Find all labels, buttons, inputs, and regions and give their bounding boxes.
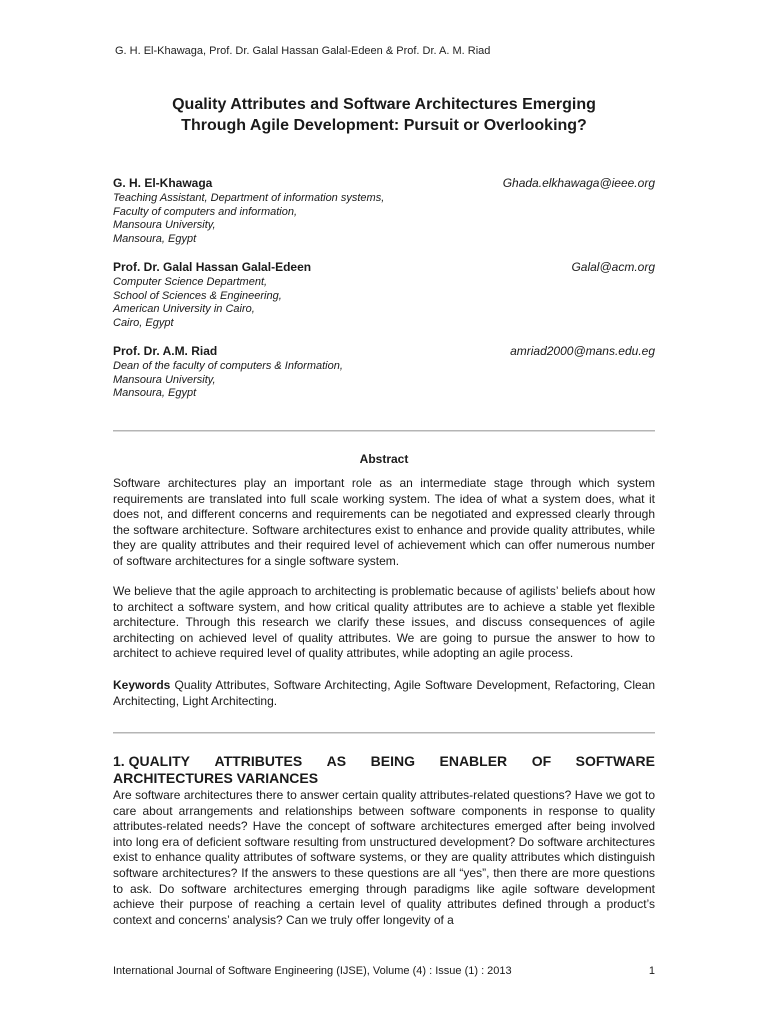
abstract-paragraph: Software architectures play an important role as an intermediate stage through which system requirements are translated into full scale working system. The idea of what a system does, what it does not, and different concerns and requirements can be negotiated and expressed clearly through the software architecture. Software architectures exist to enhance and provide quality attributes, while they are quality attributes and their required level of achievement which can offer numerous number of software architectures for a single software system. [113,476,655,568]
author-affiliation [113,360,655,401]
divider [113,430,655,432]
journal-citation: International Journal of Software Engineering (IJSE), Volume (4) : Issue (1) : 2013 [113,965,512,977]
running-header: G. H. El-Khawaga, Prof. Dr. Galal Hassan Galal-Edeen & Prof. Dr. A. M. Riad [115,45,491,57]
author-email: Galal@acm.org [571,260,655,274]
keywords-label: Keywords [113,678,171,692]
heading-word: OF [531,753,552,769]
author-block [113,176,655,246]
keywords [113,678,655,709]
page-number: 1 [648,965,655,977]
abstract-paragraph: We believe that the agile approach to architecting is problematic because of agilists’ beliefs about how to architect a software system, and how critical quality attributes are to achieve a stable yet flexible architecture. Through this research we clarify these issues, and discuss consequences of agile architecting on achieved level of quality attributes. We are going to pursue the answer to how to architect to achieve required level of quality attributes, while adopting an agile process. [113,584,655,661]
affiliation-line: Computer Science Department, [113,276,268,288]
section-heading-line-1 [113,753,655,770]
affiliation-line: Mansoura University, [113,373,216,386]
abstract-heading: Abstract [359,452,409,466]
page-footer [113,965,655,977]
author-name: Prof. Dr. Galal Hassan Galal-Edeen [113,260,312,274]
author-name: G. H. El-Khawaga [113,176,213,190]
affiliation-line: Teaching Assistant, Department of information systems, [113,192,385,204]
author-name: Prof. Dr. A.M. Riad [113,344,218,358]
heading-word: AS [326,753,347,769]
heading-word: ATTRIBUTES [214,753,303,769]
title-line-1: Quality Attributes and Software Architectures Emerging [172,96,596,113]
affiliation-line: School of Sciences & Engineering, [113,289,282,302]
section-heading-line-2: ARCHITECTURES VARIANCES [113,770,319,786]
author-affiliation [113,276,655,330]
title-line-2: Through Agile Development: Pursuit or Overlooking? [181,117,587,134]
affiliation-line: Mansoura, Egypt [113,232,197,245]
affiliation-line: Mansoura University, [113,219,216,231]
affiliation-line: American University in Cairo, [113,303,255,315]
affiliation-line: Cairo, Egypt [113,316,174,329]
heading-word: SOFTWARE [575,753,655,769]
author-email: amriad2000@mans.edu.eg [510,344,655,358]
affiliation-line: Mansoura, Egypt [113,387,197,399]
author-email: Ghada.elkhawaga@ieee.org [502,176,655,190]
heading-word: ENABLER [439,753,508,769]
affiliation-line: Faculty of computers and information, [113,205,298,218]
author-block [113,344,655,401]
keywords-text: Quality Attributes, Software Architecting, Agile Software Development, Refactoring, Clean Architecting, Light Architecting. [113,678,655,708]
section-body: Are software architectures there to answer certain quality attributes-related questions? Have we got to care about arrangements and relationships between software components in response to quality attributes-related needs? Have the concept of software architectures emerged after being involved into long era of deficient software resulting from unstructured development? Do software architectures exist to enhance quality attributes of software systems, or they are quality attributes which distinguish software architectures? If the answers to these questions are all “yes”, then there are more questions to ask. Do software architectures emerging through paradigms like agile software development achieve their purpose of reaching a certain level of quality attributes defined through a product’s context and concerns’ analysis? Can we truly offer longevity of a [113,788,655,927]
heading-word: BEING [370,753,415,769]
author-affiliation [113,192,655,246]
divider [113,732,655,734]
section-heading [113,753,655,787]
author-block [113,260,655,330]
paper-title [100,94,668,136]
affiliation-line: Dean of the faculty of computers & Information, [113,360,343,372]
heading-word: 1. QUALITY [113,753,191,769]
